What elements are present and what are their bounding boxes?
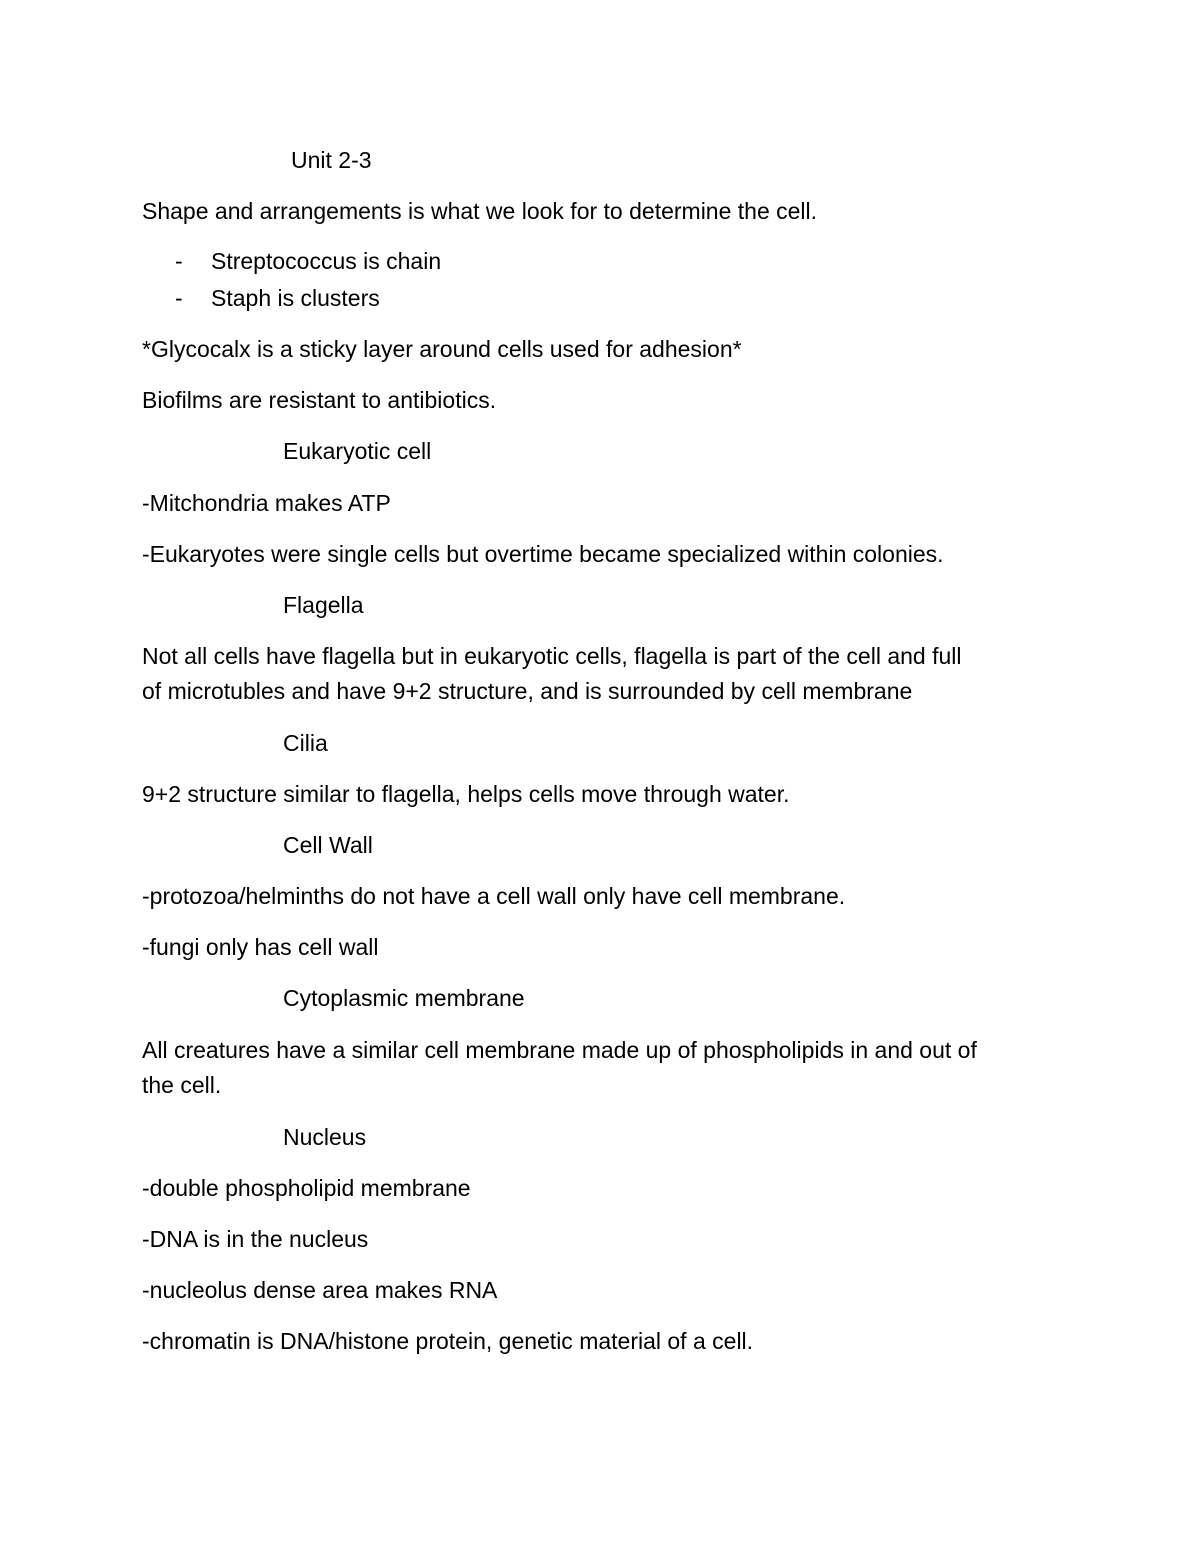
body-line: -Eukaryotes were single cells but overtime became specialized within colonies. xyxy=(142,541,944,567)
body-line: of microtubles and have 9+2 structure, and is surrounded by cell membrane xyxy=(142,678,913,704)
biofilms-text: Biofilms are resistant to antibiotics. xyxy=(142,387,497,413)
intro-text: Shape and arrangements is what we look for to determine the cell. xyxy=(142,198,818,224)
glycocalx-note: *Glycocalx is a sticky layer around cells used for adhesion* xyxy=(142,336,742,362)
document-title: Unit 2-3 xyxy=(291,147,372,173)
section-heading-flagella: Flagella xyxy=(283,592,364,618)
bullet-marker: - xyxy=(175,248,183,274)
body-line: -protozoa/helminths do not have a cell wall only have cell membrane. xyxy=(142,883,846,909)
section-heading-eukaryotic: Eukaryotic cell xyxy=(283,438,432,464)
section-heading-cell-wall: Cell Wall xyxy=(283,832,373,858)
section-heading-cilia: Cilia xyxy=(283,730,328,756)
body-line: -DNA is in the nucleus xyxy=(142,1226,369,1252)
body-line: the cell. xyxy=(142,1072,222,1098)
body-line: All creatures have a similar cell membrane made up of phospholipids in and out of xyxy=(142,1037,977,1063)
body-line: Not all cells have flagella but in eukaryotic cells, flagella is part of the cell and full xyxy=(142,643,962,669)
body-line: -Mitchondria makes ATP xyxy=(142,490,391,516)
bullet-text: Streptococcus is chain xyxy=(211,248,442,274)
section-heading-nucleus: Nucleus xyxy=(283,1124,367,1150)
bullet-marker: - xyxy=(175,285,183,311)
body-line: -nucleolus dense area makes RNA xyxy=(142,1277,498,1303)
body-line: 9+2 structure similar to flagella, helps cells move through water. xyxy=(142,781,790,807)
section-heading-cytoplasmic-membrane: Cytoplasmic membrane xyxy=(283,985,525,1011)
bullet-text: Staph is clusters xyxy=(211,285,380,311)
body-line: -double phospholipid membrane xyxy=(142,1175,471,1201)
body-line: -fungi only has cell wall xyxy=(142,934,379,960)
body-line: -chromatin is DNA/histone protein, genetic material of a cell. xyxy=(142,1328,754,1354)
